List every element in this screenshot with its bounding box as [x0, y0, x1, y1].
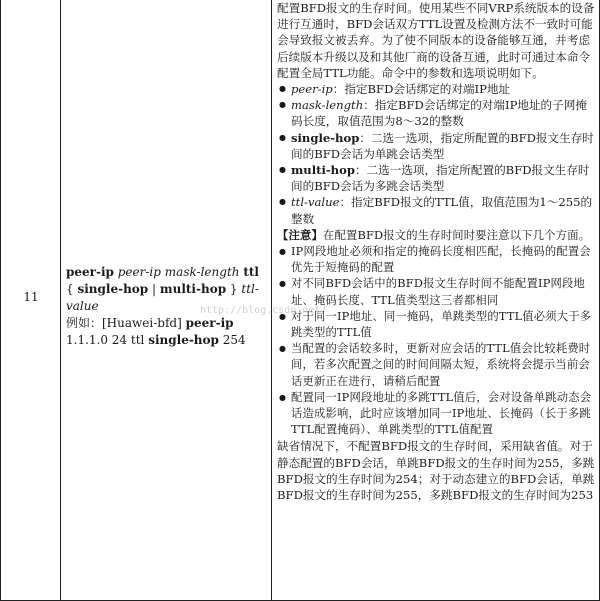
param-name: mask-length [291, 98, 364, 113]
param-list [277, 81, 597, 227]
command-example [66, 315, 266, 349]
param-item [277, 162, 597, 194]
note-title: 【注意】 [277, 227, 323, 242]
param-item [277, 81, 597, 97]
note-paragraph [277, 227, 597, 244]
param-text: ：二选一选项，指定所配置的BFD报文生存时间的BFD会话为多跳会话类型 [291, 163, 590, 194]
column-divider-1 [60, 0, 61, 601]
command-brace: { [66, 282, 74, 296]
param-text: ：指定BFD会话绑定的对端IP地址 [332, 82, 511, 97]
example-keyword: peer-ip [185, 316, 234, 330]
note-item: ● 对于同一IP地址、同一掩码，单跳类型的TTL值必须大于多跳类型的TTL值 [277, 309, 597, 341]
param-text: ：二选一选项，指定所配置的BFD报文生存时间的BFD会话为单跳会话类型 [291, 130, 594, 161]
example-prefix: 例如：[Huawei-bfd] [66, 316, 182, 330]
default-value-text: 缺省情况下，不配置BFD报文的生存时间，采用缺省值。对于静态配置的BFD会话，单跳BFD报文的生存时间为255，多跳BFD报文的生存时间为254；对于动态建立的BFD会话，单跳BFD报文的生存时间为255，多跳BFD报文的生存时间为253 [277, 439, 595, 503]
note-list [277, 244, 597, 438]
example-value: 254 [222, 333, 246, 347]
param-text: ：指定BFD报文的TTL值，取值范围为1～255的整数 [291, 195, 593, 226]
note-lead: 在配置BFD报文的生存时间时要注意以下几个方面。 [323, 228, 591, 242]
param-item [277, 194, 597, 226]
command-option: single-hop [77, 282, 149, 296]
param-item [277, 130, 597, 162]
watermark: http://blog.csdn.net/ [200, 305, 327, 316]
description-cell [277, 0, 597, 503]
param-text: ：指定BFD会话绑定的对端IP地址的子网掩码长度，取值范围为8～32的整数 [291, 98, 587, 129]
param-name: peer-ip [291, 82, 333, 97]
example-args: 1.1.1.0 24 ttl [66, 333, 145, 347]
example-keyword: single-hop [148, 333, 219, 347]
command-brace: } [229, 282, 238, 296]
command-keyword: peer-ip [66, 265, 114, 279]
param-name: single-hop [291, 130, 360, 145]
param-item [277, 97, 597, 129]
command-arg: peer-ip [117, 265, 161, 279]
column-divider-2 [271, 0, 272, 601]
description-intro: 配置BFD报文的生存时间。使用某些不同VRP系统版本的设备进行互通时，BFD会话双方TTL设置及检测方法不一致时可能会导致报文被丢弃。为了使不同版本的设备能够互通，并考虑后续版本升级以及和其他厂商的设备互通，此时可通过本命令配置全局TTL功能。命令中的参数和选项说明如下。 [277, 1, 595, 80]
command-keyword: ttl [243, 265, 259, 279]
row-number: 11 [23, 290, 39, 304]
param-name: multi-hop [291, 163, 355, 178]
note-item: ● 对不同BFD会话中的BFD报文生存时间不能配置IP网段地址、掩码长度、TTL值类型这三者都相同 [277, 276, 597, 308]
command-arg: mask-length [164, 265, 240, 279]
note-item: ● 配置同一IP网段地址的多跳TTL值后，会对设备单跳动态会话造成影响，此时应该增加同一IP地址、长掩码（长于多跳TTL配置掩码）、单跳类型的TTL值配置 [277, 390, 597, 439]
param-name: ttl-value [291, 195, 340, 210]
command-separator: | [152, 282, 157, 296]
command-option: multi-hop [159, 282, 227, 296]
command-arg: ttl-value [66, 282, 259, 313]
table-border-left [0, 0, 1, 601]
note-item: ● IP网段地址必须和指定的掩码长度相匹配，长掩码的配置会优先于短掩码的配置 [277, 244, 597, 276]
note-item: ● 当配置的会话较多时，更新对应会话的TTL值会比较耗费时间，若多次配置之间的时间间隔太短，系统将会提示当前会话更新正在进行，请稍后配置 [277, 341, 597, 390]
